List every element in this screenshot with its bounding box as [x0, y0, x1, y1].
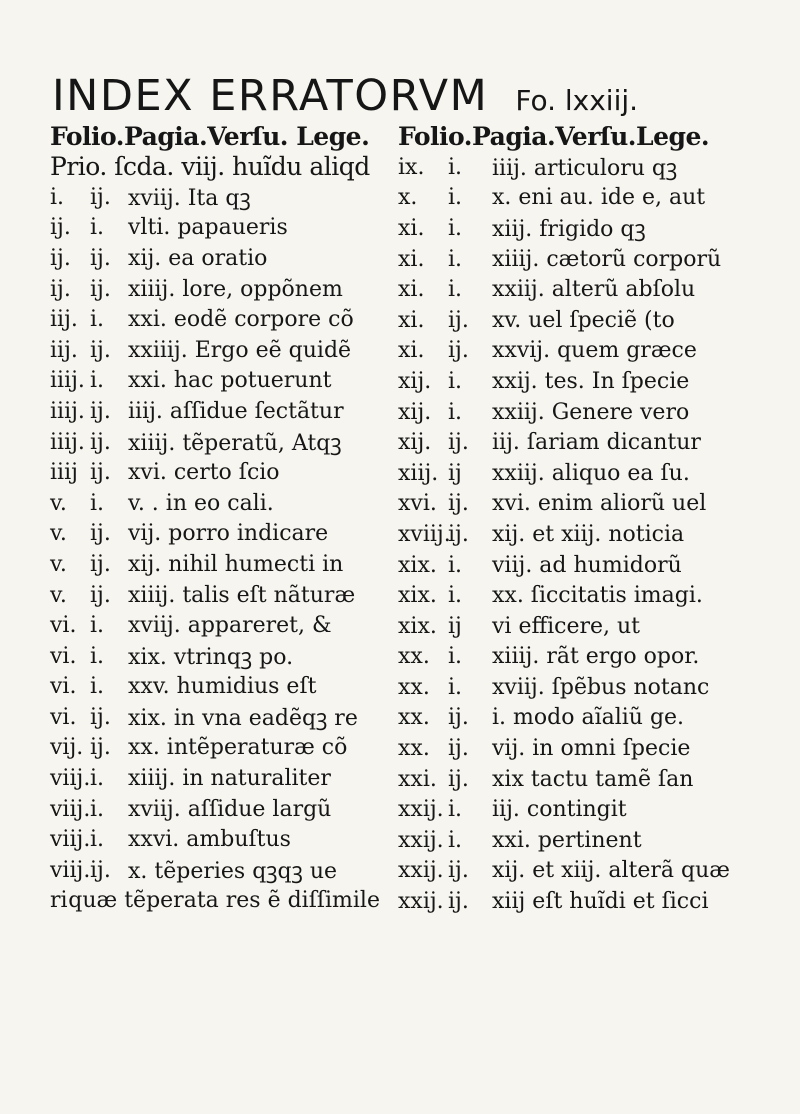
erratum-entry — [398, 764, 783, 795]
correction-cell: xiij eſt huĩdi et ſicci — [492, 889, 709, 915]
correction-cell: xviij. aſſidue largũ — [128, 796, 332, 822]
folio-cell: iiij — [50, 460, 78, 486]
correction-cell: x. eni au. ide e, aut — [492, 185, 706, 211]
page-cell: ij. — [90, 337, 111, 363]
erratum-entry — [398, 794, 783, 825]
erratum-entry — [50, 274, 380, 305]
folio-cell: iiij. — [50, 368, 85, 394]
correction-cell: xx. intẽperaturæ cõ — [128, 735, 348, 761]
erratum-entry — [50, 304, 380, 335]
erratum-entry — [50, 427, 380, 458]
erratum-entry — [50, 855, 380, 886]
erratum-entry — [50, 824, 380, 855]
page-cell: i. — [448, 674, 463, 700]
erratum-entry — [50, 396, 380, 427]
page-cell: i. — [90, 613, 105, 639]
erratum-entry — [398, 611, 783, 642]
folio-cell: xxij. — [398, 827, 444, 853]
folio-cell: xi. — [398, 277, 425, 303]
erratum-entry — [398, 550, 783, 581]
folio-cell: viij. — [50, 827, 91, 853]
folio-cell: xxij. — [398, 858, 444, 884]
page-cell: i. — [448, 185, 463, 211]
correction-cell: xviij. appareret, & — [128, 613, 332, 639]
erratum-entry — [50, 672, 380, 703]
correction-cell: xix. in vna eadẽqꝫ re — [128, 706, 358, 732]
folio-cell: xix. — [398, 552, 437, 578]
page-cell: ij. — [448, 521, 469, 547]
folio-cell: xxij. — [398, 797, 444, 823]
page-cell: i. — [448, 583, 463, 609]
erratum-entry — [398, 642, 783, 673]
page-cell: ij. — [448, 338, 469, 364]
correction-cell: xij. nihil humecti in — [128, 551, 344, 577]
erratum-entry — [398, 580, 783, 611]
page-cell: ij. — [90, 551, 111, 577]
page-cell: ij. — [90, 276, 111, 302]
page-cell: ij. — [448, 307, 469, 333]
page-cell: ij. — [90, 521, 111, 547]
folio-cell: xvi. — [398, 491, 437, 517]
page-cell: i. — [448, 368, 463, 394]
erratum-entry — [50, 182, 380, 213]
erratum-entry — [398, 519, 783, 550]
erratum-entry — [50, 763, 380, 794]
folio-cell: xij. — [398, 430, 432, 456]
right-column-header: Folio.Pagia.Verſu.Lege. — [398, 122, 710, 151]
erratum-entry — [398, 733, 783, 764]
folio-cell: xx. — [398, 674, 430, 700]
erratum-entry — [398, 856, 783, 887]
correction-cell: vlti. papaueris — [128, 215, 288, 241]
right-column — [398, 122, 783, 917]
correction-cell: xxiij. aliquo ea ſu. — [492, 460, 690, 486]
page-cell: ij. — [448, 491, 469, 517]
page-cell: i. — [90, 766, 105, 792]
page-cell: ij. — [448, 766, 469, 792]
folio-cell: viij. — [50, 796, 91, 822]
erratum-entry — [50, 580, 380, 611]
left-column — [50, 122, 380, 916]
left-column-first-entry: Prio. ſcda. viij. huĩdu aliqd — [50, 152, 370, 181]
page-cell: ij — [448, 613, 462, 639]
folio-cell: xix. — [398, 583, 437, 609]
correction-cell: xiij. frigido qꝫ — [492, 217, 646, 243]
left-entry-list — [50, 182, 380, 916]
folio-cell: ij. — [50, 215, 71, 241]
erratum-entry — [398, 152, 783, 183]
folio-cell: v. — [50, 551, 67, 577]
folio-cell: viij. — [50, 857, 91, 883]
erratum-entry — [50, 488, 380, 519]
correction-cell: xxvi. ambuſtus — [128, 827, 291, 853]
erratum-entry — [50, 794, 380, 825]
page-cell: i. — [90, 215, 105, 241]
correction-cell: vij. porro indicare — [128, 521, 329, 547]
correction-cell: xviij. ſpẽbus notanc — [492, 674, 710, 700]
page-cell: i. — [448, 827, 463, 853]
correction-cell: viij. ad humidorũ — [492, 552, 682, 578]
title-main: INDEX ERRATORVM — [52, 71, 489, 121]
correction-cell: xij. et xiij. alterã quæ — [492, 858, 730, 884]
folio-cell: xx. — [398, 705, 430, 731]
folio-cell: xxi. — [398, 766, 437, 792]
erratum-entry — [50, 366, 380, 397]
correction-cell: xij. et xiij. noticia — [492, 521, 685, 547]
erratum-entry — [398, 336, 783, 367]
folio-cell: xx. — [398, 736, 430, 762]
folio-cell: vi. — [50, 643, 77, 669]
page-cell: ij. — [448, 430, 469, 456]
erratum-entry — [398, 274, 783, 305]
erratum-entry — [50, 641, 380, 672]
erratum-entry — [50, 702, 380, 733]
page-cell: i. — [448, 246, 463, 272]
left-column-header: Folio.Pagia.Verſu. Lege. — [50, 122, 370, 151]
erratum-entry — [398, 703, 783, 734]
correction-cell: iij. contingit — [492, 797, 627, 823]
correction-cell: quæ tẽperata res ẽ diſſimile — [68, 888, 380, 914]
folio-cell: xviij. — [398, 521, 451, 547]
page-title — [52, 70, 772, 127]
page-cell: ij. — [90, 735, 111, 761]
page-cell: i. — [448, 552, 463, 578]
erratum-entry — [398, 427, 783, 458]
folio-cell: xx. — [398, 644, 430, 670]
page-cell: i. — [90, 827, 105, 853]
correction-cell: xiiij. lore, oppõnem — [128, 276, 343, 302]
correction-cell: xiiij. tẽperatũ, Atqꝫ — [128, 431, 342, 457]
folio-cell: xij. — [398, 368, 432, 394]
page-cell: ij — [448, 460, 462, 486]
page-cell: ij. — [448, 705, 469, 731]
page-cell: i. — [448, 215, 463, 241]
correction-cell: i. modo aĩaliũ ge. — [492, 705, 685, 731]
correction-cell: xij. ea oratio — [128, 245, 268, 271]
erratum-entry — [398, 458, 783, 489]
correction-cell: xix. vtrinqꝫ po. — [128, 645, 294, 671]
correction-cell: xiiij. in naturaliter — [128, 766, 331, 792]
correction-cell: iiij. aſſidue ſectãtur — [128, 398, 344, 424]
page-cell: i. — [90, 674, 105, 700]
page-cell: i. — [90, 368, 105, 394]
page-cell: ij. — [90, 460, 111, 486]
folio-cell: xi. — [398, 246, 425, 272]
correction-cell: vi efficere, ut — [492, 613, 641, 639]
page-cell: i. — [90, 490, 105, 516]
folio-cell: v. — [50, 490, 67, 516]
folio-number: Fo. lxxiij. — [515, 84, 639, 117]
correction-cell: xxiij. Genere vero — [492, 399, 690, 425]
correction-cell: xiiij. rãt ergo opor. — [492, 644, 700, 670]
correction-cell: xx. ſiccitatis imagi. — [492, 583, 703, 609]
erratum-entry — [398, 244, 783, 275]
page-cell: i. — [90, 307, 105, 333]
folio-cell: iiij. — [50, 398, 85, 424]
folio-cell: v. — [50, 582, 67, 608]
folio-cell: xix. — [398, 613, 437, 639]
page-cell: ij. — [90, 398, 111, 424]
erratum-entry — [50, 886, 380, 917]
page-cell: i. — [448, 154, 463, 180]
right-entry-list — [398, 152, 783, 917]
folio-cell: xij. — [398, 399, 432, 425]
folio-cell: viij. — [50, 766, 91, 792]
page-cell: i. — [90, 796, 105, 822]
page-cell: ij. — [90, 184, 111, 210]
folio-cell: iij. — [50, 307, 78, 333]
erratum-entry — [398, 886, 783, 917]
erratum-entry — [50, 733, 380, 764]
correction-cell: xix tactu tamẽ ſan — [492, 766, 694, 792]
erratum-entry — [50, 610, 380, 641]
correction-cell: xiiij. talis eſt nãturæ — [128, 582, 356, 608]
erratum-entry — [398, 305, 783, 336]
folio-cell: ri — [50, 888, 68, 914]
folio-cell: xi. — [398, 215, 425, 241]
correction-cell: xv. uel ſpeciẽ (to — [492, 307, 675, 333]
folio-cell: i. — [50, 184, 65, 210]
erratum-entry — [398, 489, 783, 520]
folio-cell: vij. — [50, 735, 84, 761]
page-cell: ij. — [448, 736, 469, 762]
page-cell: i. — [448, 277, 463, 303]
folio-cell: iij. — [50, 337, 78, 363]
page-cell: i. — [448, 644, 463, 670]
erratum-entry — [50, 243, 380, 274]
folio-cell: vi. — [50, 674, 77, 700]
correction-cell: xxij. tes. In ſpecie — [492, 368, 690, 394]
page-cell: i. — [90, 643, 105, 669]
folio-cell: vi. — [50, 613, 77, 639]
correction-cell: xxvij. quem græce — [492, 338, 697, 364]
correction-cell: iij. ſariam dicantur — [492, 430, 701, 456]
folio-cell: ij. — [50, 276, 71, 302]
correction-cell: xvi. certo ſcio — [128, 460, 280, 486]
page-cell: ij. — [448, 858, 469, 884]
erratum-entry — [398, 366, 783, 397]
erratum-entry — [50, 457, 380, 488]
correction-cell: xxiij. alterũ abſolu — [492, 277, 696, 303]
correction-cell: xxi. pertinent — [492, 827, 642, 853]
correction-cell: xxi. eodẽ corpore cõ — [128, 307, 354, 333]
correction-cell: xiiij. cætorũ corporũ — [492, 246, 722, 272]
erratum-entry — [398, 397, 783, 428]
page-cell: ij. — [90, 245, 111, 271]
page-cell: ij. — [448, 889, 469, 915]
erratum-entry — [398, 183, 783, 214]
correction-cell: vij. in omni ſpecie — [492, 736, 691, 762]
folio-cell: v. — [50, 521, 67, 547]
page-cell: ij. — [90, 582, 111, 608]
erratum-entry — [50, 335, 380, 366]
correction-cell: xxi. hac potuerunt — [128, 368, 332, 394]
folio-cell: xxij. — [398, 889, 444, 915]
folio-cell: ix. — [398, 154, 425, 180]
correction-cell: xxv. humidius eſt — [128, 674, 317, 700]
erratum-entry — [398, 213, 783, 244]
folio-cell: xi. — [398, 307, 425, 333]
erratum-entry — [50, 519, 380, 550]
folio-cell: iiij. — [50, 429, 85, 455]
page-cell: ij. — [90, 857, 111, 883]
correction-cell: iiij. articuloru qꝫ — [492, 156, 678, 182]
folio-cell: x. — [398, 185, 418, 211]
page-cell: i. — [448, 399, 463, 425]
correction-cell: x. tẽperies qꝫqꝫ ue — [128, 859, 338, 885]
correction-cell: v. . in eo cali. — [128, 490, 274, 516]
folio-cell: xiij. — [398, 460, 439, 486]
erratum-entry — [398, 825, 783, 856]
page-cell: ij. — [90, 704, 111, 730]
folio-cell: vi. — [50, 704, 77, 730]
erratum-entry — [398, 672, 783, 703]
page-cell: i. — [448, 797, 463, 823]
erratum-entry — [50, 549, 380, 580]
correction-cell: xvi. enim aliorũ uel — [492, 491, 707, 517]
folio-cell: xi. — [398, 338, 425, 364]
correction-cell: xxiiij. Ergo eẽ quidẽ — [128, 337, 352, 363]
correction-cell: xviij. Ita qꝫ — [128, 186, 251, 212]
erratum-entry — [50, 213, 380, 244]
folio-cell: ij. — [50, 245, 71, 271]
page-cell: ij. — [90, 429, 111, 455]
